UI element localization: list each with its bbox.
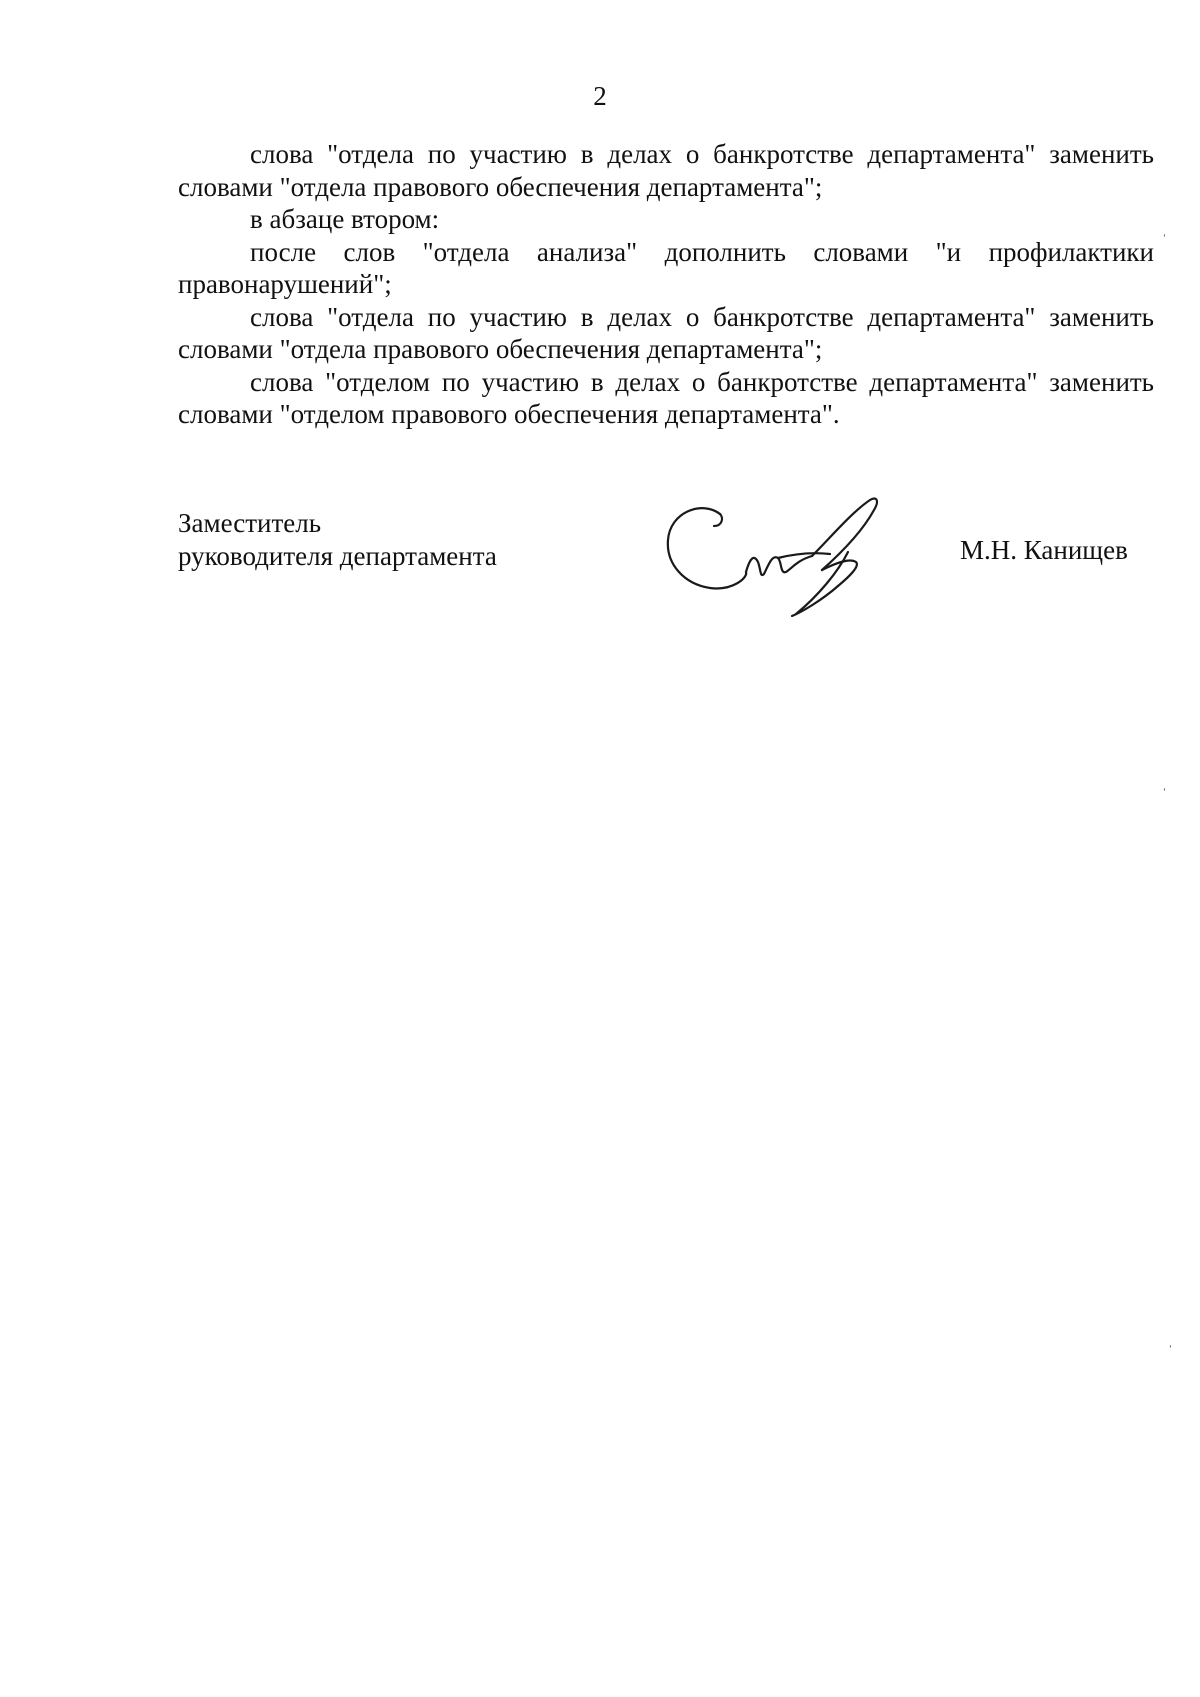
- signatory-name: М.Н. Канищев: [960, 535, 1128, 565]
- page-number: 2: [593, 81, 607, 111]
- handwritten-signature: [662, 492, 912, 617]
- paragraph-3: после слов "отдела анализа" дополнить словами "и профилактики правонарушений";: [178, 236, 1154, 299]
- signatory-title-line-2: руководителя департамента: [178, 540, 497, 571]
- paragraph-1: слова "отдела по участию в делах о банкротстве департамента" заменить словами "отдела правового обеспечения департамента";: [178, 139, 1154, 202]
- scan-speck: ˈ: [1162, 787, 1167, 802]
- document-body: [178, 138, 1154, 431]
- scan-speck: ˈ: [1162, 233, 1167, 248]
- signatory-title: [178, 507, 578, 572]
- paragraph-2: в абзаце втором:: [250, 204, 440, 234]
- paragraph-5: слова "отделом по участию в делах о банкротстве департамента" заменить словами "отделом правового обеспечения департамента".: [178, 366, 1154, 429]
- scan-speck: ˈ: [1168, 1344, 1173, 1359]
- paragraph-4: слова "отдела по участию в делах о банкротстве департамента" заменить словами "отдела правового обеспечения департамента";: [178, 301, 1154, 364]
- signatory-title-line-1: Заместитель: [178, 508, 322, 538]
